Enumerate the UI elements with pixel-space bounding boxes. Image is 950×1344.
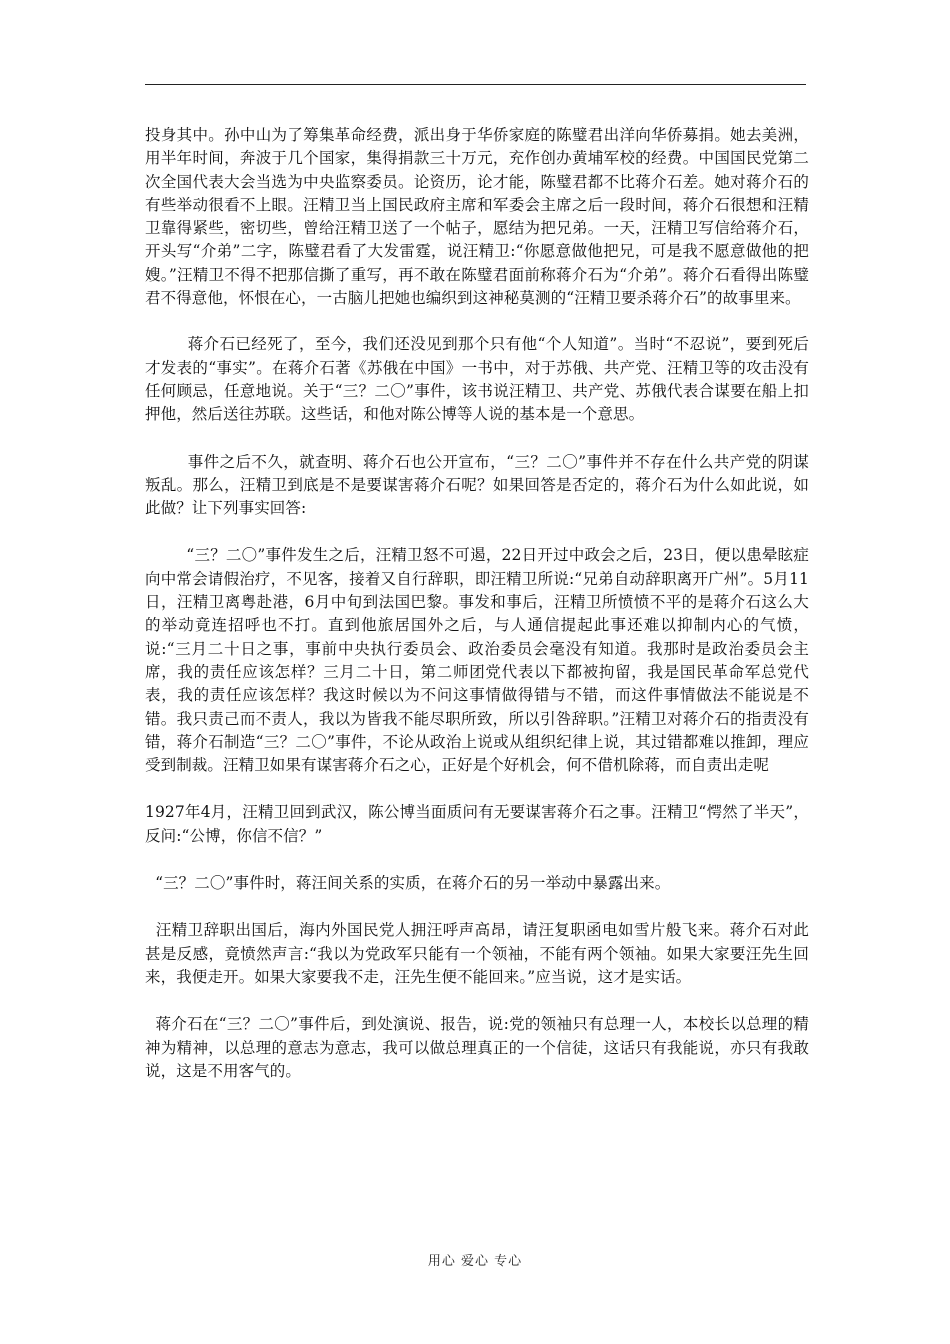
paragraph-5: 1927年4月，汪精卫回到武汉，陈公博当面质问有无要谋害蒋介石之事。汪精卫“愕然了半天”，反问:“公博，你信不信？” bbox=[145, 803, 809, 845]
paragraph-8: 蒋介石在“三？二〇”事件后，到处演说、报告，说:党的领袖只有总理一人，本校长以总理的精神为精神，以总理的意志为意志，我可以做总理真正的一个信徒，这话只有我能说，亦只有我敢说，这是不用客气的。 bbox=[145, 1015, 809, 1080]
paragraph-7: 汪精卫辞职出国后，海内外国民党人拥汪呼声高昂，请汪复职函电如雪片般飞来。蒋介石对此甚是反感，竟愤然声言:“我以为党政军只能有一个领袖，不能有两个领袖。如果大家要汪先生回来，我便走开。如果大家要我不走，汪先生便不能回来。”应当说，这才是实话。 bbox=[145, 921, 809, 986]
paragraph-4: “三？二〇”事件发生之后，汪精卫怒不可遏，22日开过中政会之后，23日，便以患晕眩症向中常会请假治疗，不见客，接着又自行辞职，即汪精卫所说:“兄弟自动辞职离开广州”。5月11日，汪精卫离粤赴港，6月中旬到法国巴黎。事发和事后，汪精卫所愤愤不平的是蒋介石这么大的举动竟连招呼也不打。直到他旅居国外之后，与人通信提起此事还难以抑制内心的气愤，说:“三月二十日之事，事前中央执行委员会、政治委员会毫没有知道。我那时是政治委员会主席，我的责任应该怎样？三月二十日，第二师团党代表以下都被拘留，我是国民革命军总党代表，我的责任应该怎样？我这时候以为不问这事情做得错与不错，而这件事情做法不能说是不错。我只责己而不责人，我以为皆我不能尽职所致，所以引咎辞职。”汪精卫对蒋介石的指责没有错，蒋介石制造“三？二〇”事件，不论从政治上说或从组织纪律上说，其过错都难以推卸，理应受到制裁。汪精卫如果有谋害蒋介石之心，正好是个好机会，何不借机除蒋，而自责出走呢 bbox=[145, 546, 810, 775]
document-body bbox=[145, 124, 809, 1107]
page-footer: 用心 爱心 专心 bbox=[427, 1254, 523, 1269]
paragraph-1: 投身其中。孙中山为了筹集革命经费，派出身于华侨家庭的陈璧君出洋向华侨募捐。她去美洲，用半年时间，奔波于几个国家，集得捐款三十万元，充作创办黄埔军校的经费。中国国民党第二次全国代表大会当选为中央监察委员。论资历，论才能，陈璧君都不比蒋介石差。她对蒋介石的有些举动很看不上眼。汪精卫当上国民政府主席和军委会主席之后一段时间，蒋介石很想和汪精卫靠得紧些，密切些，曾给汪精卫送了一个帖子，愿结为把兄弟。一天，汪精卫写信给蒋介石，开头写“介弟”二字，陈璧君看了大发雷霆，说汪精卫:“你愿意做他把兄，可是我不愿意做他的把嫂。”汪精卫不得不把那信撕了重写，再不敢在陈璧君面前称蒋介石为“介弟”。蒋介石看得出陈璧君不得意他，怀恨在心，一古脑儿把她也编织到这神秘莫测的“汪精卫要杀蒋介石”的故事里来。 bbox=[145, 126, 809, 308]
header-rule bbox=[145, 84, 806, 85]
paragraph-3: 事件之后不久，就查明、蒋介石也公开宣布，“三？二〇”事件并不存在什么共产党的阴谋叛乱。那么，汪精卫到底是不是要谋害蒋介石呢？如果回答是否定的，蒋介石为什么如此说，如此做？让下列事实回答: bbox=[145, 452, 809, 518]
paragraph-2: 蒋介石已经死了，至今，我们还没见到那个只有他“个人知道”。当时“不忍说”，要到死后才发表的“事实”。在蒋介石著《苏俄在中国》一书中，对于苏俄、共产党、汪精卫等的攻击没有任何顾忌，任意地说。关于“三？二〇”事件，该书说汪精卫、共产党、苏俄代表合谋要在船上扣押他，然后送往苏联。这些话，和他对陈公博等人说的基本是一个意思。 bbox=[145, 335, 809, 424]
paragraph-6: “三？二〇”事件时，蒋汪间关系的实质，在蒋介石的另一举动中暴露出来。 bbox=[145, 874, 671, 893]
